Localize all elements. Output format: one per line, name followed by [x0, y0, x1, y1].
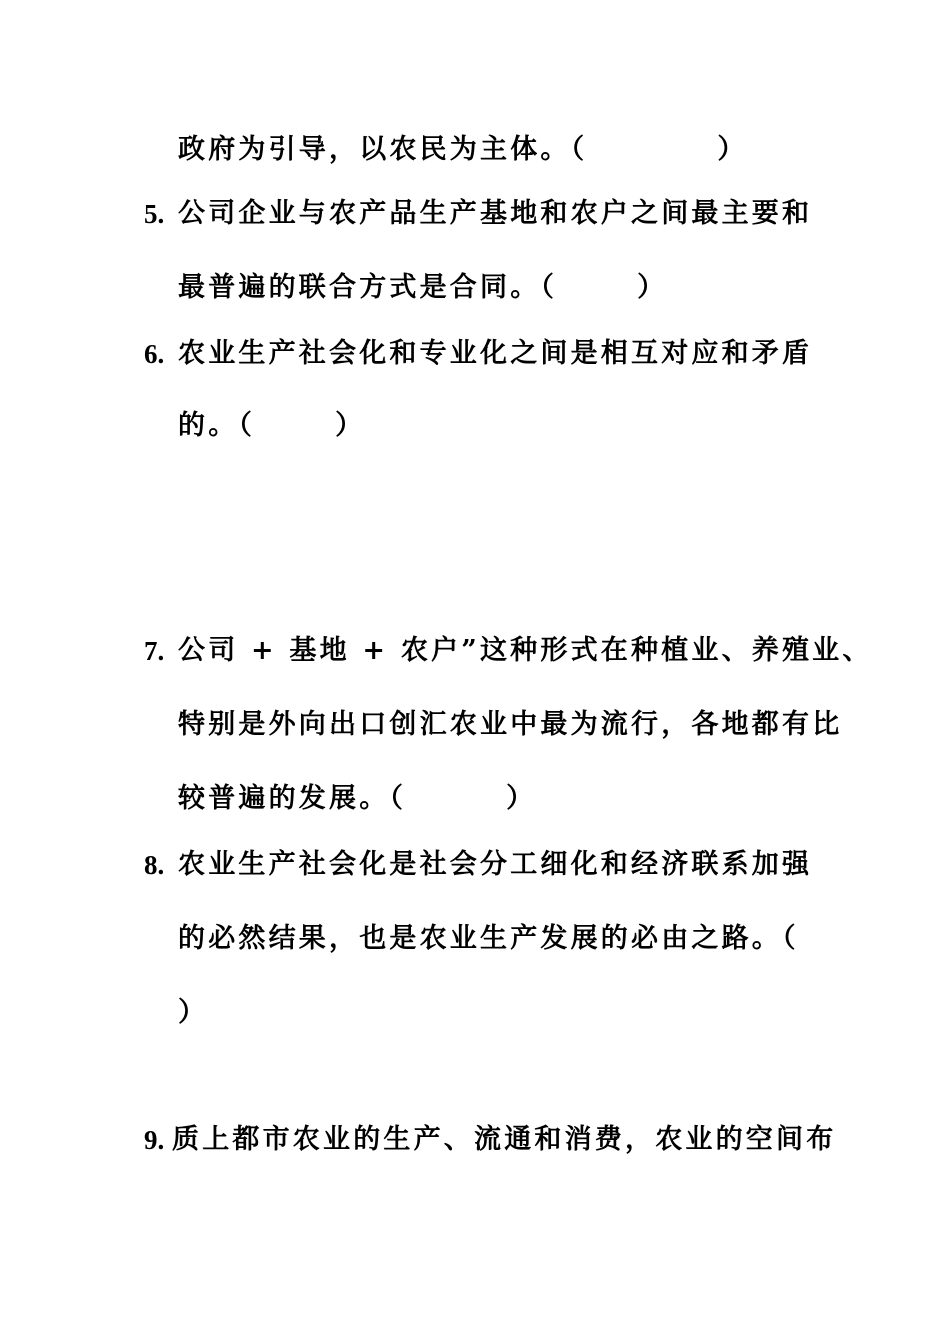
text-line: [172, 1120, 836, 1160]
text-line: [178, 845, 812, 885]
line-text: 质上都市农业的生产、流通和消费，农业的空间布: [172, 1124, 837, 1155]
item-number: 8.: [144, 850, 165, 880]
line-text: 农业生产社会化是社会分工细化和经济联系加强: [178, 849, 813, 880]
line-text: 政府为引导，以农民为主体。（: [178, 134, 588, 165]
close-paren: ）: [178, 997, 209, 1028]
text-line: [178, 705, 842, 745]
line-text: 最普遍的联合方式是合同。（: [178, 272, 558, 303]
close-paren: ）: [506, 783, 537, 814]
close-paren: ）: [637, 272, 668, 303]
line-text: 的。（: [178, 410, 256, 441]
text-line: [178, 919, 799, 959]
text-line: [178, 268, 667, 308]
text-line: [178, 334, 812, 374]
text-line: [178, 779, 536, 819]
close-paren: ）: [717, 134, 748, 165]
line-text: 公司 + 基地 + 农户”这种形式在种植业、养殖业、: [178, 635, 873, 666]
line-text: 特别是外向出口创汇农业中最为流行，各地都有比: [178, 709, 843, 740]
text-line: [178, 194, 812, 234]
text-line: [178, 993, 208, 1033]
item-number: 7.: [144, 636, 165, 666]
text-line: [178, 130, 748, 170]
line-text: 公司企业与农产品生产基地和农户之间最主要和: [178, 198, 813, 229]
line-text: 农业生产社会化和专业化之间是相互对应和矛盾: [178, 338, 813, 369]
text-line: [178, 406, 365, 446]
line-text: 的必然结果，也是农业生产发展的必由之路。（: [178, 923, 799, 954]
item-number: 9.: [144, 1125, 165, 1155]
item-number: 5.: [144, 199, 165, 229]
close-paren: ）: [335, 410, 366, 441]
line-text: 较普遍的发展。（: [178, 783, 407, 814]
item-number: 6.: [144, 339, 165, 369]
text-line: [178, 631, 873, 671]
